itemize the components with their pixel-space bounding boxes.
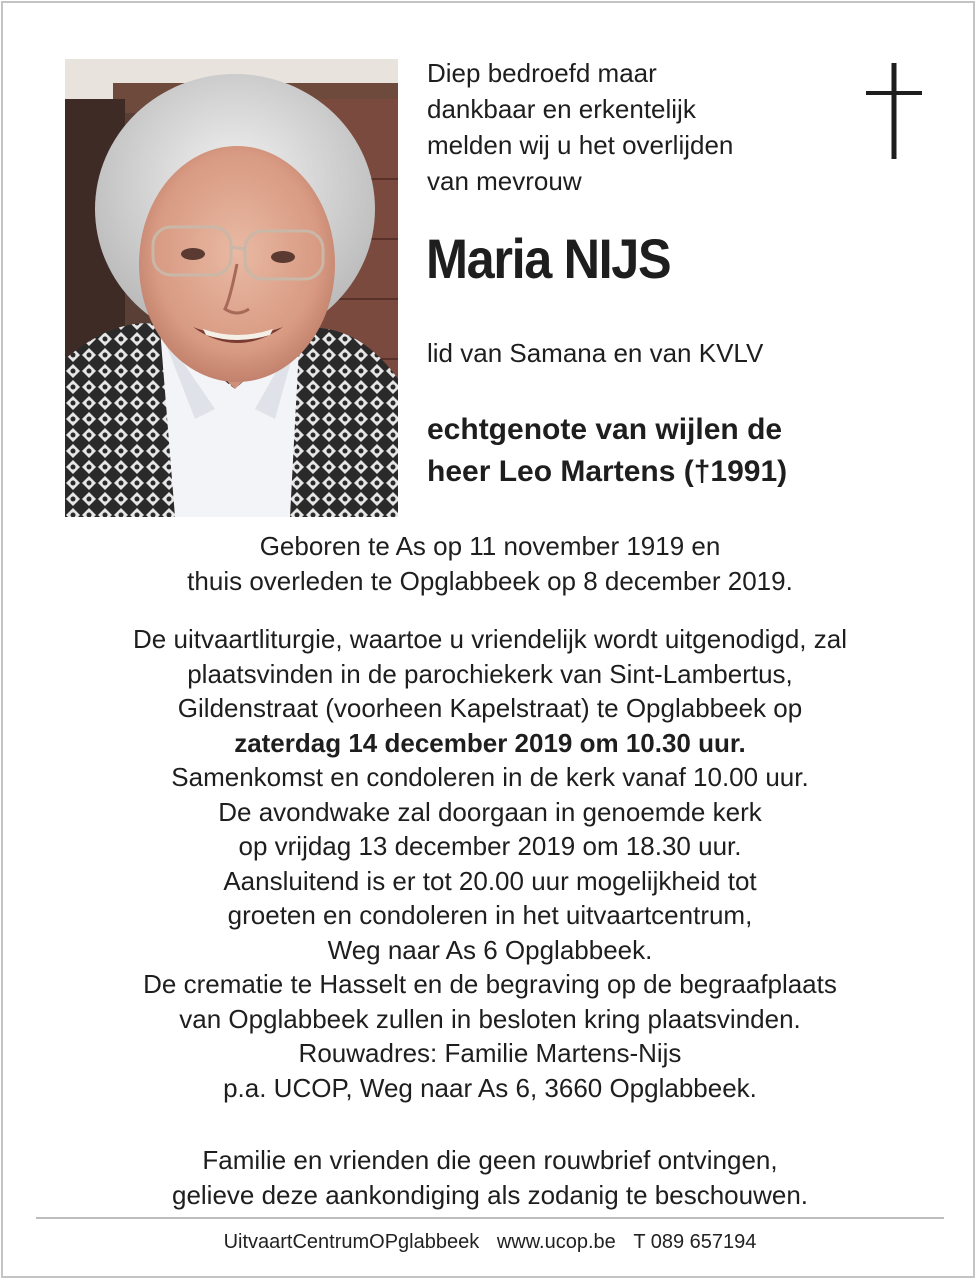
footer (0, 1231, 980, 1254)
birth-death-text (40, 529, 940, 598)
ceremony-line: De crematie te Hasselt en de begraving op de begraafplaats (143, 969, 837, 999)
footer-website[interactable]: www.ucop.be (496, 1231, 616, 1253)
funeral-date-line: zaterdag 14 december 2019 om 10.30 uur. (234, 727, 746, 758)
ceremony-line: plaatsvinden in de parochiekerk van Sint-Lambertus, (187, 658, 793, 689)
ceremony-line: p.a. UCOP, Weg naar As 6, 3660 Opglabbeek. (223, 1072, 757, 1103)
deceased-name: Maria NIJS (426, 227, 671, 290)
ceremony-line: van Opglabbeek zullen in besloten kring plaatsvinden. (179, 1003, 801, 1034)
spouse-line: echtgenote van wijlen de (427, 413, 783, 446)
ceremony-line: op vrijdag 13 december 2019 om 18.30 uur. (238, 831, 742, 861)
ceremony-line: Gildenstraat (voorheen Kapelstraat) te Opglabbeek op (177, 693, 803, 723)
intro-line: van mevrouw (427, 166, 582, 196)
closing-line: Familie en vrienden die geen rouwbrief ontvingen, (202, 1145, 778, 1175)
intro-text (427, 55, 847, 199)
portrait-photo (65, 59, 398, 517)
ceremony-line: De avondwake zal doorgaan in genoemde kerk (218, 796, 762, 827)
ceremony-line: De uitvaartliturgie, waartoe u vriendelijk wordt uitgenodigd, zal (133, 624, 847, 654)
footer-phone: T 089 657194 (633, 1231, 757, 1253)
footer-company: UitvaartCentrumOPglabbeek (223, 1231, 480, 1253)
spouse-text (427, 409, 787, 493)
closing-text (40, 1143, 940, 1212)
membership-text: lid van Samana en van KVLV (427, 338, 764, 368)
footer-divider (36, 1217, 944, 1219)
ceremony-line: Samenkomst en condoleren in de kerk vanaf 10.00 uur. (171, 762, 809, 792)
latin-cross-icon (866, 63, 922, 159)
ceremony-line: groeten en condoleren in het uitvaartcentrum, (227, 900, 753, 930)
spouse-line: heer Leo Martens (†1991) (427, 455, 788, 488)
ceremony-line: Aansluitend is er tot 20.00 uur mogelijkheid tot (223, 865, 757, 896)
ceremony-line: Weg naar As 6 Opglabbeek. (327, 934, 653, 965)
intro-line: Diep bedroefd maar (427, 58, 657, 88)
closing-line: gelieve deze aankondiging als zodanig te beschouwen. (171, 1179, 809, 1210)
intro-line: dankbaar en erkentelijk (427, 94, 696, 124)
ceremony-text (40, 622, 940, 1105)
ceremony-line: Rouwadres: Familie Martens-Nijs (298, 1038, 682, 1068)
birth-death-line: Geboren te As op 11 november 1919 en (259, 531, 721, 561)
birth-death-line: thuis overleden te Opglabbeek op 8 december 2019. (187, 565, 793, 596)
intro-line: melden wij u het overlijden (427, 130, 734, 160)
